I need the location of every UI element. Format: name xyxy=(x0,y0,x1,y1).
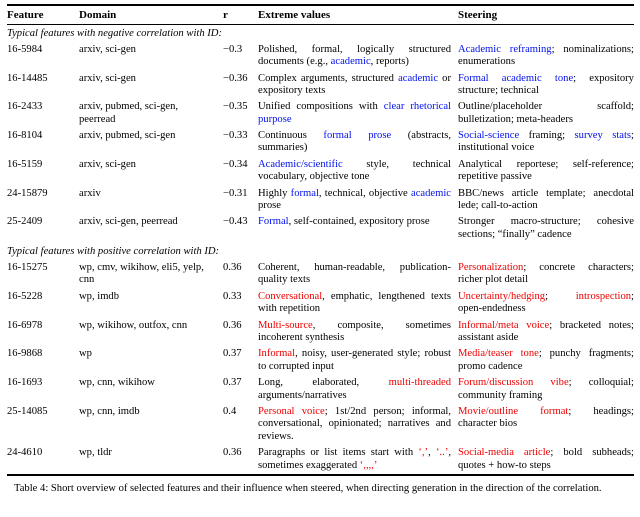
table-row xyxy=(7,261,634,290)
cell-extreme-values xyxy=(258,73,458,98)
cell-feature: 16-5984 xyxy=(7,43,43,55)
highlighted-term: Multi-source xyxy=(258,319,313,331)
col-header-feature: Feature xyxy=(7,8,44,21)
cell-domain: wp, cnn, wikihow xyxy=(79,377,155,389)
cell-r: 0.37 xyxy=(223,377,242,389)
cell-text: ; bracketed notes; assistant aside xyxy=(458,319,634,344)
cell-steering xyxy=(458,159,634,184)
highlighted-term: Movie/outline format xyxy=(458,406,569,417)
cell-steering xyxy=(458,130,634,155)
section-label: Typical features with positive correlation with ID: xyxy=(7,246,220,258)
highlighted-term: Media/teaser tone xyxy=(458,348,539,360)
cell-domain: arxiv xyxy=(79,187,101,199)
cell-text: framing; xyxy=(519,130,575,142)
cell-text: ; headings; character bios xyxy=(458,406,634,430)
highlighted-term: introspection xyxy=(575,290,632,302)
highlighted-term: Formal xyxy=(258,216,289,228)
cell-domain: arxiv, sci-gen, peerread xyxy=(79,216,178,228)
cell-extreme-values xyxy=(258,101,458,126)
cell-extreme-values xyxy=(258,348,458,373)
highlighted-term: clear rhetorical purpose xyxy=(258,101,451,125)
cell-feature: 16-5159 xyxy=(7,158,43,170)
cell-extreme-values xyxy=(258,262,458,287)
cell-feature: 25-14085 xyxy=(7,406,48,417)
cell-text: , sometimes exaggerated xyxy=(258,447,452,471)
features-table xyxy=(7,4,634,476)
table-row xyxy=(7,42,634,71)
cell-extreme-values xyxy=(258,159,458,184)
cell-feature: 25-2409 xyxy=(7,216,43,228)
highlighted-term: academic xyxy=(411,187,451,199)
cell-feature: 16-2433 xyxy=(7,101,43,113)
cell-feature: 16-14485 xyxy=(7,72,48,84)
cell-r: −0.31 xyxy=(223,187,248,199)
cell-text: ; bold subheads; quotes + how-to steps xyxy=(458,447,634,471)
table-row xyxy=(7,129,634,158)
cell-steering xyxy=(458,348,634,373)
cell-text: , xyxy=(428,447,436,459)
cell-feature: 24-4610 xyxy=(7,447,43,459)
highlighted-term: Academic/scientific xyxy=(258,158,343,170)
cell-text: Stronger macro-structure; cohesive sections; “finally” cadence xyxy=(458,216,634,240)
cell-text: Highly xyxy=(258,187,291,199)
cell-extreme-values xyxy=(258,130,458,155)
table-header-row xyxy=(7,6,634,25)
cell-r: 0.36 xyxy=(223,319,242,331)
cell-steering xyxy=(458,320,634,345)
cell-feature: 16-5228 xyxy=(7,290,43,302)
highlighted-term: Uncertainty/hedging xyxy=(458,290,546,302)
cell-extreme-values xyxy=(258,44,458,69)
cell-r: −0.43 xyxy=(223,216,248,228)
cell-steering xyxy=(458,216,634,241)
cell-feature: 16-15275 xyxy=(7,262,48,274)
cell-r: −0.3 xyxy=(223,43,243,55)
col-header-extreme-values: Extreme values xyxy=(258,8,331,21)
highlighted-term: ‘,’ xyxy=(418,447,429,459)
table-row xyxy=(7,71,634,100)
cell-steering xyxy=(458,291,634,316)
cell-r: 0.36 xyxy=(223,262,242,274)
highlighted-term: Informal xyxy=(258,348,296,360)
cell-text: Outline/placeholder scaffold; bulletization; meta-headers xyxy=(458,101,634,125)
table-row xyxy=(7,376,634,405)
cell-extreme-values xyxy=(258,406,458,443)
cell-r: 0.4 xyxy=(223,406,237,417)
cell-extreme-values xyxy=(258,447,458,472)
cell-text: , self-contained, expository prose xyxy=(288,216,430,228)
cell-feature: 24-15879 xyxy=(7,187,48,199)
cell-text: ; 1st/2nd person; informal, conversational, opinionated; narratives and reviews. xyxy=(258,406,451,442)
cell-feature: 16-1693 xyxy=(7,377,43,389)
cell-steering xyxy=(458,44,634,69)
cell-text: BBC/news article template; anecdotal lede; call-to-action xyxy=(458,187,634,212)
highlighted-term: Social-media article xyxy=(458,447,551,459)
table-row xyxy=(7,347,634,376)
highlighted-term: formal prose xyxy=(323,130,392,142)
highlighted-term: formal xyxy=(290,187,319,199)
cell-text: Unified compositions with xyxy=(258,101,384,113)
cell-r: −0.36 xyxy=(223,72,248,84)
cell-text: Paragraphs or list items start with xyxy=(258,447,419,459)
highlighted-term: Personalization xyxy=(458,262,524,274)
cell-text: prose xyxy=(258,200,281,212)
table-caption: Table 4: Short overview of selected features and their influence when steered, when directing generation in the direction of the correlation. xyxy=(14,483,602,495)
cell-text: Polished, formal, logically structured documents (e.g., xyxy=(258,43,451,68)
cell-domain: wp xyxy=(79,348,92,360)
highlighted-term: survey stats xyxy=(574,130,632,142)
highlighted-term: Academic reframing xyxy=(458,43,552,55)
cell-r: 0.37 xyxy=(223,348,242,360)
cell-feature: 16-6978 xyxy=(7,319,43,331)
highlighted-term: ‘..’ xyxy=(436,447,449,459)
cell-steering xyxy=(458,377,634,402)
cell-text: arguments/narratives xyxy=(258,389,347,401)
cell-text: , composite, sometimes incoherent synthesis xyxy=(258,319,451,344)
cell-text: (abstracts, summaries) xyxy=(258,130,451,154)
cell-text: ; nominalizations; enumerations xyxy=(458,43,634,68)
cell-text: style, technical vocabulary, objective tone xyxy=(258,158,451,183)
cell-steering xyxy=(458,406,634,431)
table-body xyxy=(7,25,634,474)
table-row xyxy=(7,186,634,215)
cell-text: ; institutional voice xyxy=(458,130,634,154)
cell-text: or expository texts xyxy=(258,72,451,96)
cell-r: −0.34 xyxy=(223,158,248,170)
cell-domain: wp, tldr xyxy=(79,447,112,459)
table-row xyxy=(7,289,634,318)
cell-text: ; open-endedness xyxy=(458,290,634,315)
highlighted-term: multi-threaded xyxy=(388,377,451,389)
table-row xyxy=(7,215,634,244)
highlighted-term: academic xyxy=(330,56,371,68)
section-label: Typical features with negative correlation with ID: xyxy=(7,27,222,39)
cell-text: ; punchy fragments; promo cadence xyxy=(458,348,634,372)
table-row xyxy=(7,446,634,475)
cell-text: , reports) xyxy=(370,56,409,68)
cell-text: Complex arguments, structured xyxy=(258,72,399,84)
cell-extreme-values xyxy=(258,291,458,316)
highlighted-term: Formal academic tone xyxy=(458,72,574,84)
col-header-r: r xyxy=(223,8,228,21)
cell-text: ; expository structure; technical xyxy=(458,72,634,96)
cell-steering xyxy=(458,262,634,287)
cell-domain: wp, wikihow, outfox, cnn xyxy=(79,319,188,331)
table-row xyxy=(7,100,634,129)
cell-steering xyxy=(458,101,634,126)
cell-text: ; colloquial; community framing xyxy=(458,377,635,401)
col-header-steering: Steering xyxy=(458,8,498,21)
cell-r: −0.35 xyxy=(223,101,248,113)
cell-domain: arxiv, sci-gen xyxy=(79,72,136,84)
cell-domain: arxiv, pubmed, sci-gen, peerread xyxy=(79,101,179,125)
cell-steering xyxy=(458,73,634,98)
col-header-domain: Domain xyxy=(79,8,117,21)
cell-feature: 16-9868 xyxy=(7,348,43,360)
cell-r: 0.36 xyxy=(223,447,242,459)
cell-domain: arxiv, sci-gen xyxy=(79,43,136,55)
cell-domain: wp, cnn, imdb xyxy=(79,406,140,417)
cell-text: ; xyxy=(545,290,576,302)
cell-text: Long, elaborated, xyxy=(258,377,389,389)
cell-domain: wp, imdb xyxy=(79,290,120,302)
highlighted-term: academic xyxy=(398,72,439,84)
cell-domain: wp, cmv, wikihow, eli5, yelp, cnn xyxy=(79,262,204,286)
cell-text: Analytical reportese; self-reference; repetitive passive xyxy=(458,158,634,183)
highlighted-term: Conversational xyxy=(258,290,323,302)
cell-extreme-values xyxy=(258,377,458,402)
highlighted-term: Informal/meta voice xyxy=(458,319,550,331)
cell-text: Continuous xyxy=(258,130,324,142)
table-row xyxy=(7,405,634,446)
highlighted-term: ‘,,,,’ xyxy=(359,459,378,471)
cell-extreme-values xyxy=(258,216,458,228)
cell-text: , technical, objective xyxy=(318,187,411,199)
highlighted-term: Social-science xyxy=(458,130,520,142)
cell-text: Coherent, human-readable, publication-quality texts xyxy=(258,262,451,286)
cell-feature: 16-8104 xyxy=(7,130,43,142)
highlighted-term: Forum/discussion vibe xyxy=(458,377,569,389)
cell-text: , emphatic, lengthened texts with repetition xyxy=(258,290,451,315)
cell-extreme-values xyxy=(258,188,458,213)
cell-steering xyxy=(458,447,634,472)
cell-domain: arxiv, sci-gen xyxy=(79,158,136,170)
cell-text: ; concrete characters; richer plot detail xyxy=(458,262,634,286)
table-row xyxy=(7,318,634,347)
cell-r: 0.33 xyxy=(223,290,242,302)
table-row xyxy=(7,157,634,186)
cell-domain: arxiv, pubmed, sci-gen xyxy=(79,130,176,142)
cell-extreme-values xyxy=(258,320,458,345)
highlighted-term: Personal voice xyxy=(258,406,325,417)
cell-steering xyxy=(458,188,634,213)
cell-r: −0.33 xyxy=(223,130,248,142)
cell-text: , noisy, user-generated style; robust to corrupted input xyxy=(258,348,451,372)
